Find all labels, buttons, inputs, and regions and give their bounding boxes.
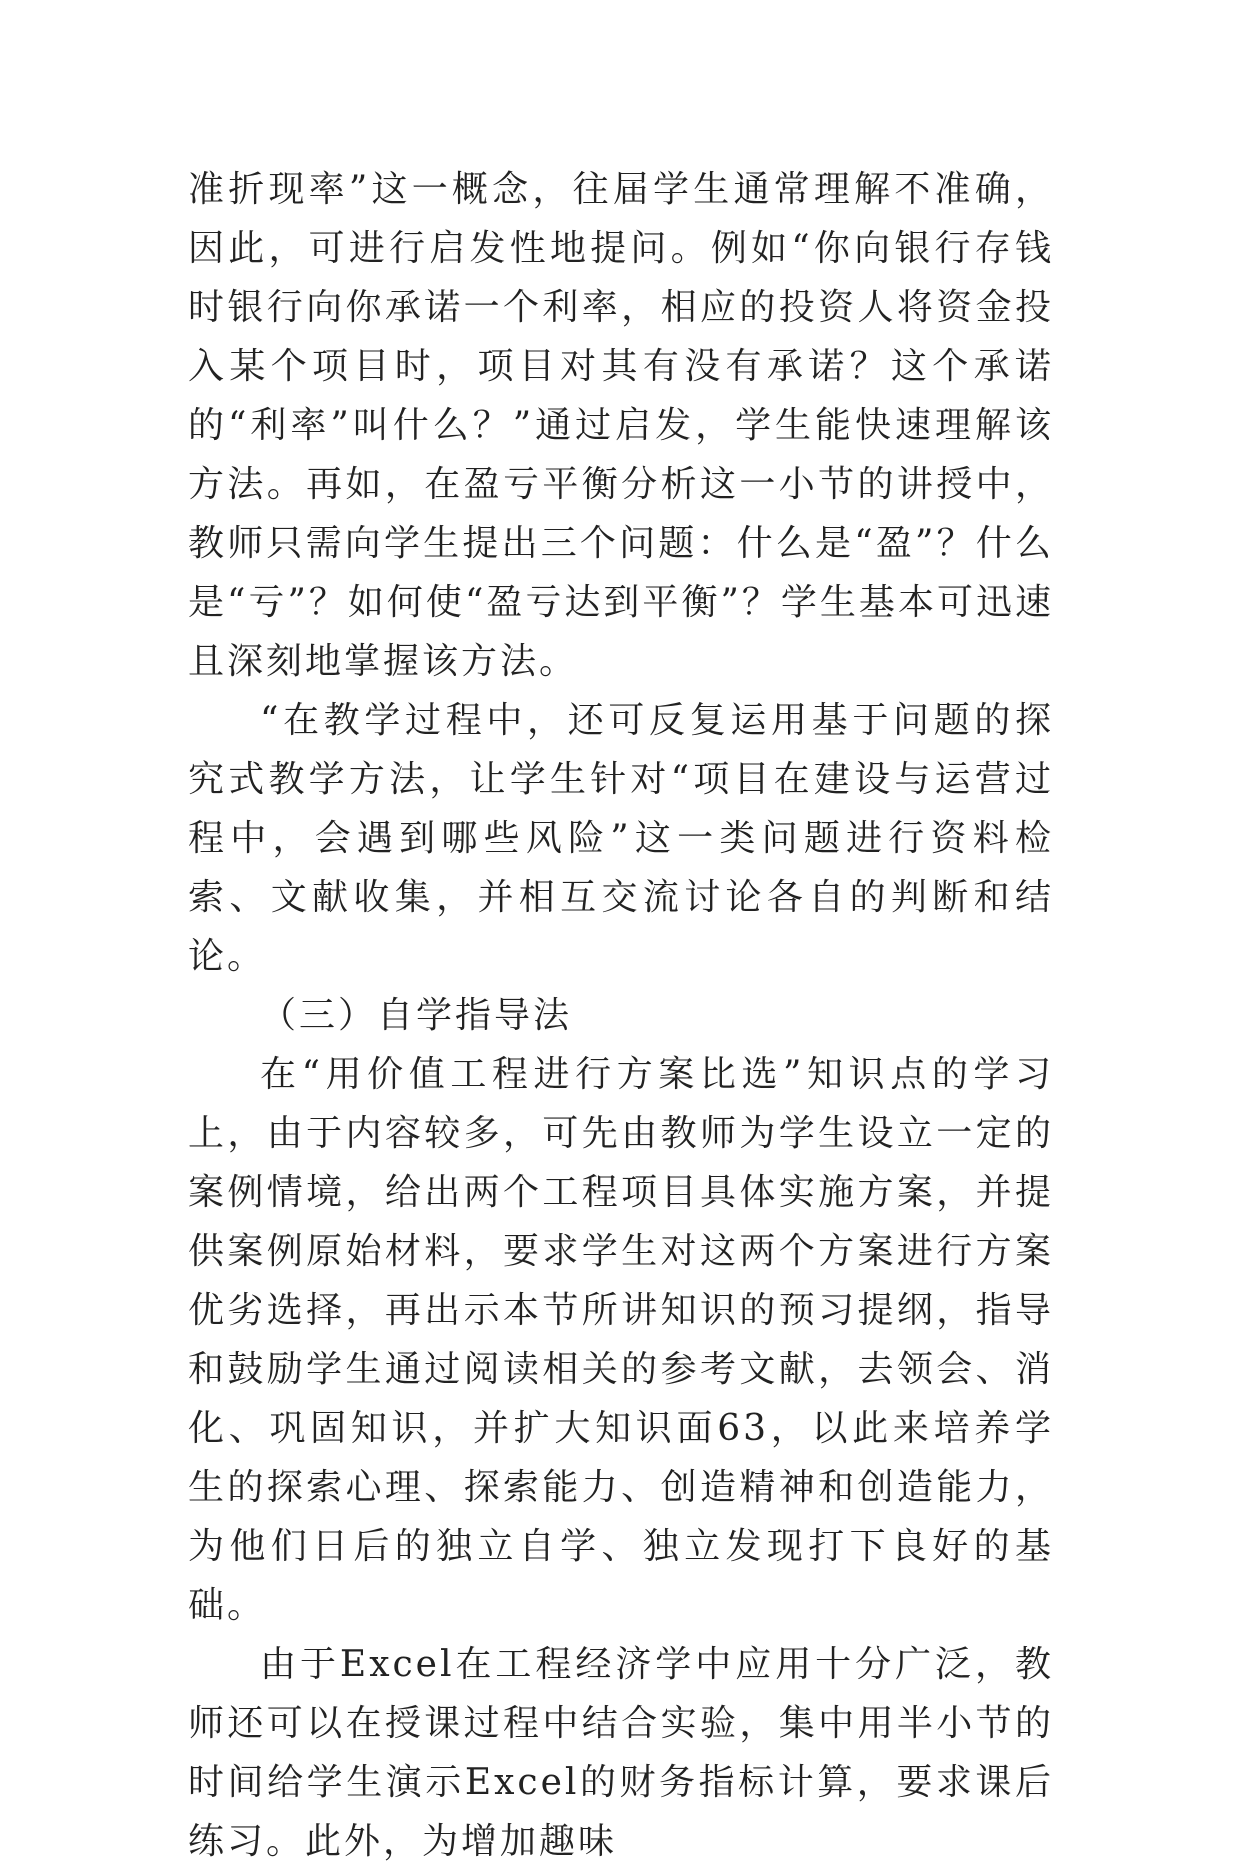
paragraph-continued: 准折现率”这一概念，往届学生通常理解不准确，因此，可进行启发性地提问。例如“你向银行存钱时银行向你承诺一个利率，相应的投资人将资金投入某个项目时，项目对其有没有承诺？这个承诺的“利率”叫什么？”通过启发，学生能快速理解该方法。再如，在盈亏平衡分析这一小节的讲授中，教师只需向学生提出三个问题：什么是“盈”？什么是“亏”？如何使“盈亏达到平衡”？学生基本可迅速且深刻地掌握该方法。 xyxy=(188,169,1054,682)
paragraph-inquiry-method: “在教学过程中，还可反复运用基于问题的探究式教学方法，让学生针对“项目在建设与运营过程中，会遇到哪些风险”这一类问题进行资料检索、文献收集，并相互交流讨论各自的判断和结论。 xyxy=(188,700,1054,977)
section-heading: （三）自学指导法 xyxy=(260,995,573,1036)
document-body xyxy=(188,160,1054,1871)
paragraph-excel: 由于Excel在工程经济学中应用十分广泛，教师还可以在授课过程中结合实验，集中用半小节的时间给学生演示Excel的财务指标计算，要求课后练习。此外，为增加趣味 xyxy=(188,1644,1054,1862)
paragraph-self-study: 在“用价值工程进行方案比选”知识点的学习上，由于内容较多，可先由教师为学生设立一定的案例情境，给出两个工程项目具体实施方案，并提供案例原始材料，要求学生对这两个方案进行方案优劣选择，再出示本节所讲知识的预习提纲，指导和鼓励学生通过阅读相关的参考文献，去领会、消化、巩固知识，并扩大知识面63，以此来培养学生的探索心理、探索能力、创造精神和创造能力，为他们日后的独立自学、独立发现打下良好的基础。 xyxy=(188,1054,1054,1626)
